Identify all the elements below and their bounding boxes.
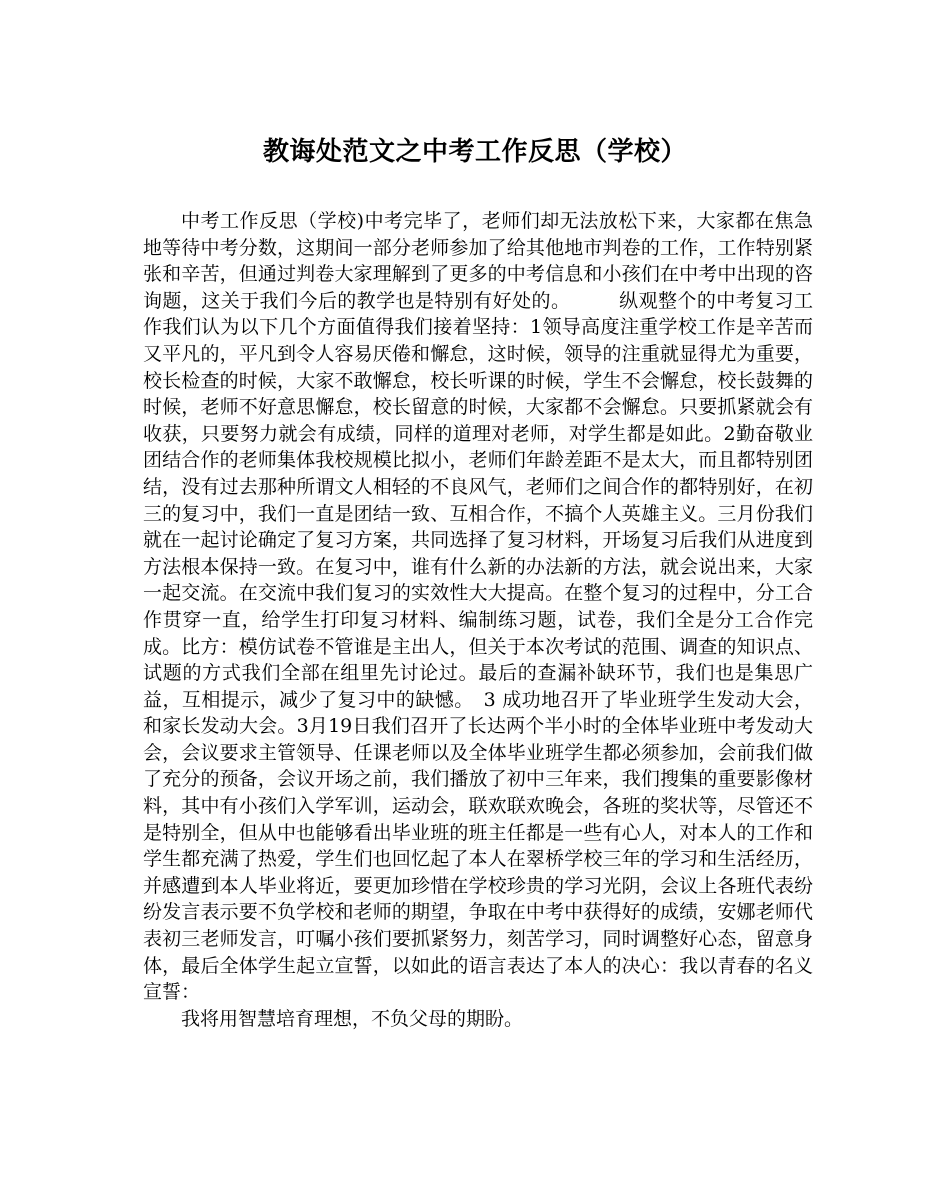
paragraph-1: 中考工作反思（学校)中考完毕了，老师们却无法放松下来，大家都在焦急地等待中考分数，这期间一部分老师参加了给其他地市判卷的工作，工作特别紧张和辛苦，但通过判卷大家理解到了更多的中考信息和小孩们在中考中出现的咨询题，这关于我们今后的教学也是特别有好处的。 纵观整个的中考复习工作我们认为以下几个方面值得我们接着坚持：1领导高度注重学校工作是辛苦而又平凡的，平凡到令人容易厌倦和懈怠，这时候，领导的注重就显得尤为重要，校长检查的时候，大家不敢懈怠，校长听课的时候，学生不会懈怠，校长鼓舞的时候，老师不好意思懈怠，校长留意的时候，大家都不会懈怠。只要抓紧就会有收获，只要努力就会有成绩，同样的道理对老师，对学生都是如此。2勤奋敬业团结合作的老师集体我校规模比拟小，老师们年龄差距不是太大，而且都特别团结，没有过去那种所谓文人相轻的不良风气，老师们之间合作的都特别好，在初三的复习中，我们一直是团结一致、互相合作，不搞个人英雄主义。三月份我们就在一起讨论确定了复习方案，共同选择了复习材料，开场复习后我们从进度到方法根本保持一致。在复习中，谁有什么新的办法新的方法，就会说出来，大家一起交流。在交流中我们复习的实效性大大提高。在整个复习的过程中，分工合作贯穿一直，给学生打印复习材料、编制练习题，试卷，我们全是分工合作完成。比方：模仿试卷不管谁是主出人，但关于本次考试的范围、调查的知识点、试题的方式我们全部在组里先讨论过。最后的查漏补缺环节，我们也是集思广益，互相提示，减少了复习中的缺憾。 3 成功地召开了毕业班学生发动大会，和家长发动大会。3月19日我们召开了长达两个半小时的全体毕业班中考发动大会，会议要求主管领导、任课老师以及全体毕业班学生都必须参加，会前我们做了充分的预备，会议开场之前，我们播放了初中三年来，我们搜集的重要影像材料，其中有小孩们入学军训，运动会，联欢联欢晚会，各班的奖状等，尽管还不是特别全，但从中也能够看出毕业班的班主任都是一些有心人，对本人的工作和学生都充满了热爱，学生们也回忆起了本人在翠桥学校三年的学习和生活经历，并感遭到本人毕业将近，要更加珍惜在学校珍贵的学习光阴，会议上各班代表纷纷发言表示要不负学校和老师的期望，争取在中考中获得好的成绩，安娜老师代表初三老师发言，叮嘱小孩们要抓紧努力，刻苦学习，同时调整好心态，留意身体，最后全体学生起立宣誓，以如此的语言表达了本人的决心：我以青春的名义宣誓： [143,210,813,1004]
paragraph-2: 我将用智慧培育理想，不负父母的期盼。 [181,1007,524,1030]
document-body [143,208,813,1032]
document-title: 教诲处范文之中考工作反思（学校） [262,137,687,167]
